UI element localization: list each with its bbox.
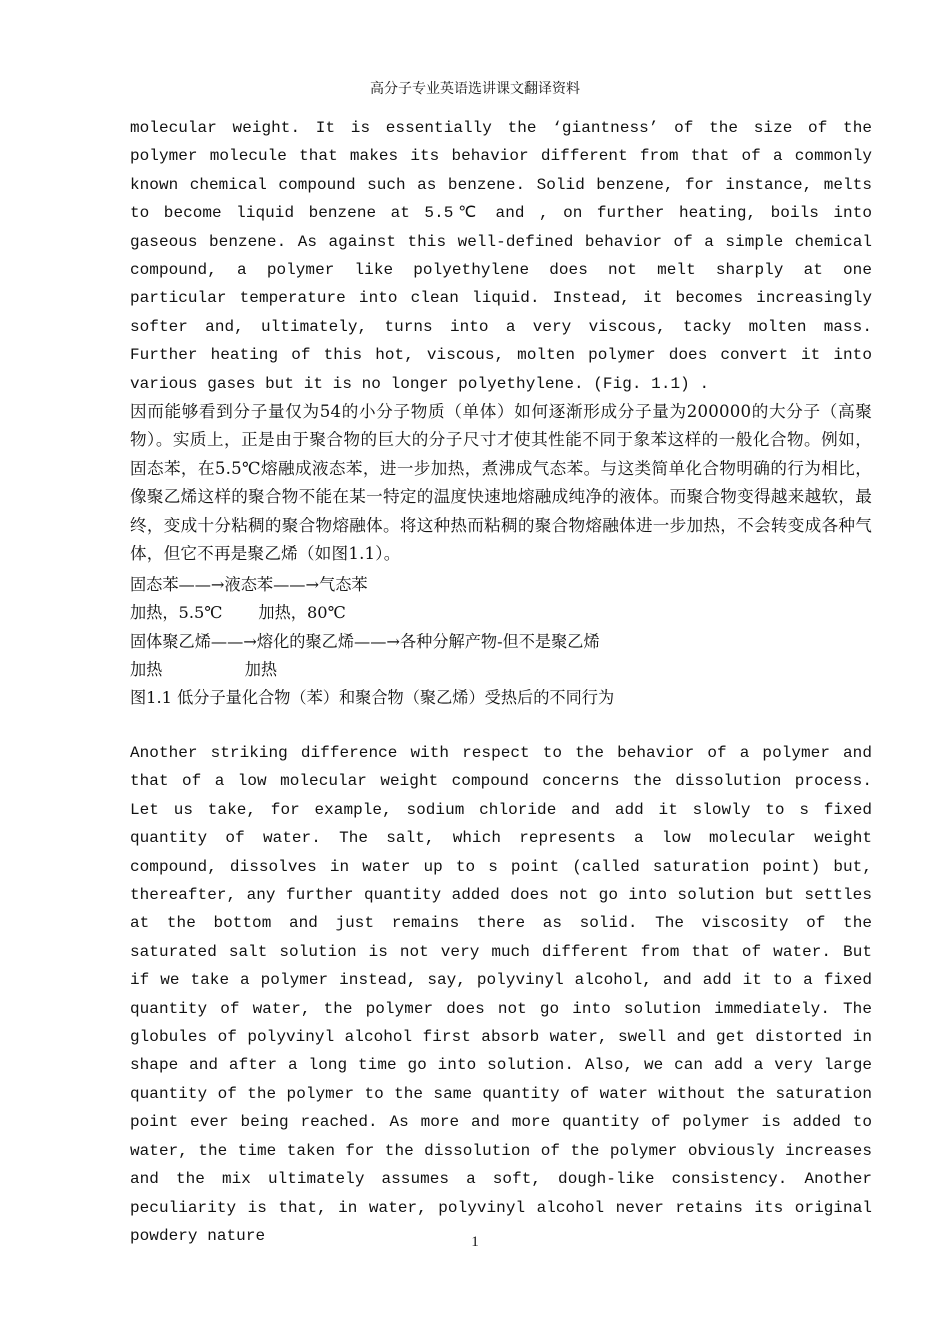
figure-row-benzene-conditions: 加热，5.5℃ 加热，80℃: [130, 603, 346, 622]
page-number: 1: [471, 1234, 479, 1250]
english-paragraph-2: Another striking difference with respect to the behavior of a polymer and that of a low molecular weight compound concerns the dissolution process. Let us take, for example, sodium chloride and add it slowly to s fixed quantity of water. The salt, which represents a low molecular weight compound, dissolves in water up to s point (called saturation point) but, thereafter, any further quantity added does not go into solution but settles at the bottom and just remains there as solid. The viscosity of the saturated salt solution is not very much different from that of water. But if we take a polymer instead, say, polyvinyl alcohol, and add it to a fixed quantity of water, the polymer does not go into solution immediately. The globules of polyvinyl alcohol first absorb water, swell and get distorted in shape and after a long time go into solution. Also, we can add a very large quantity of the polymer to the same quantity of water without the saturation point ever being reached. As more and more quantity of polymer is added to water, the time taken for the dissolution of the polymer obviously increases and the mix ultimately assumes a soft, dough-like consistency. Another peculiarity is that, in water, polyvinyl alcohol never retains its original powdery nature: [130, 744, 872, 1245]
figure-row-benzene: 固态苯——→液态苯——→气态苯: [130, 575, 368, 594]
page-header: 高分子专业英语选讲课文翻译资料: [370, 81, 580, 97]
figure-row-polyethylene-conditions: 加热 加热: [130, 660, 278, 679]
figure-row-polyethylene: 固体聚乙烯——→熔化的聚乙烯——→各种分解产物-但不是聚乙烯: [130, 632, 600, 651]
figure-caption: 图1.1 低分子量化合物（苯）和聚合物（聚乙烯）受热后的不同行为: [130, 688, 615, 707]
english-paragraph-1: molecular weight. It is essentially the ‘giantness’ of the size of the polymer molecule that makes its behavior different from that of a commonly known chemical compound such as benzene. Solid benzene, for instance, melts to become liquid benzene at 5.5℃ and , on further heating, boils into gaseous benzene. As against this well-defined behavior of a simple chemical compound, a polymer like polyethylene does not melt sharply at one particular temperature into clean liquid. Instead, it becomes increasingly softer and, ultimately, turns into a very viscous, tacky molten mass. Further heating of this hot, viscous, molten polymer does convert it into various gases but it is no longer polyethylene. (Fig. 1.1) .: [130, 119, 872, 393]
chinese-paragraph-1: 因而能够看到分子量仅为54的小分子物质（单体）如何逐渐形成分子量为200000的大分子（高聚物）。实质上，正是由于聚合物的巨大的分子尺寸才使其性能不同于象苯这样的一般化合物。例如，固态苯，在5.5℃熔融成液态苯，进一步加热，煮沸成气态苯。与这类简单化合物明确的行为相比，像聚乙烯这样的聚合物不能在某一特定的温度快速地熔融成纯净的液体。而聚合物变得越来越软，最终，变成十分粘稠的聚合物熔融体。将这种热而粘稠的聚合物熔融体进一步加热，不会转变成各种气体，但它不再是聚乙烯（如图1.1）。: [130, 402, 872, 564]
